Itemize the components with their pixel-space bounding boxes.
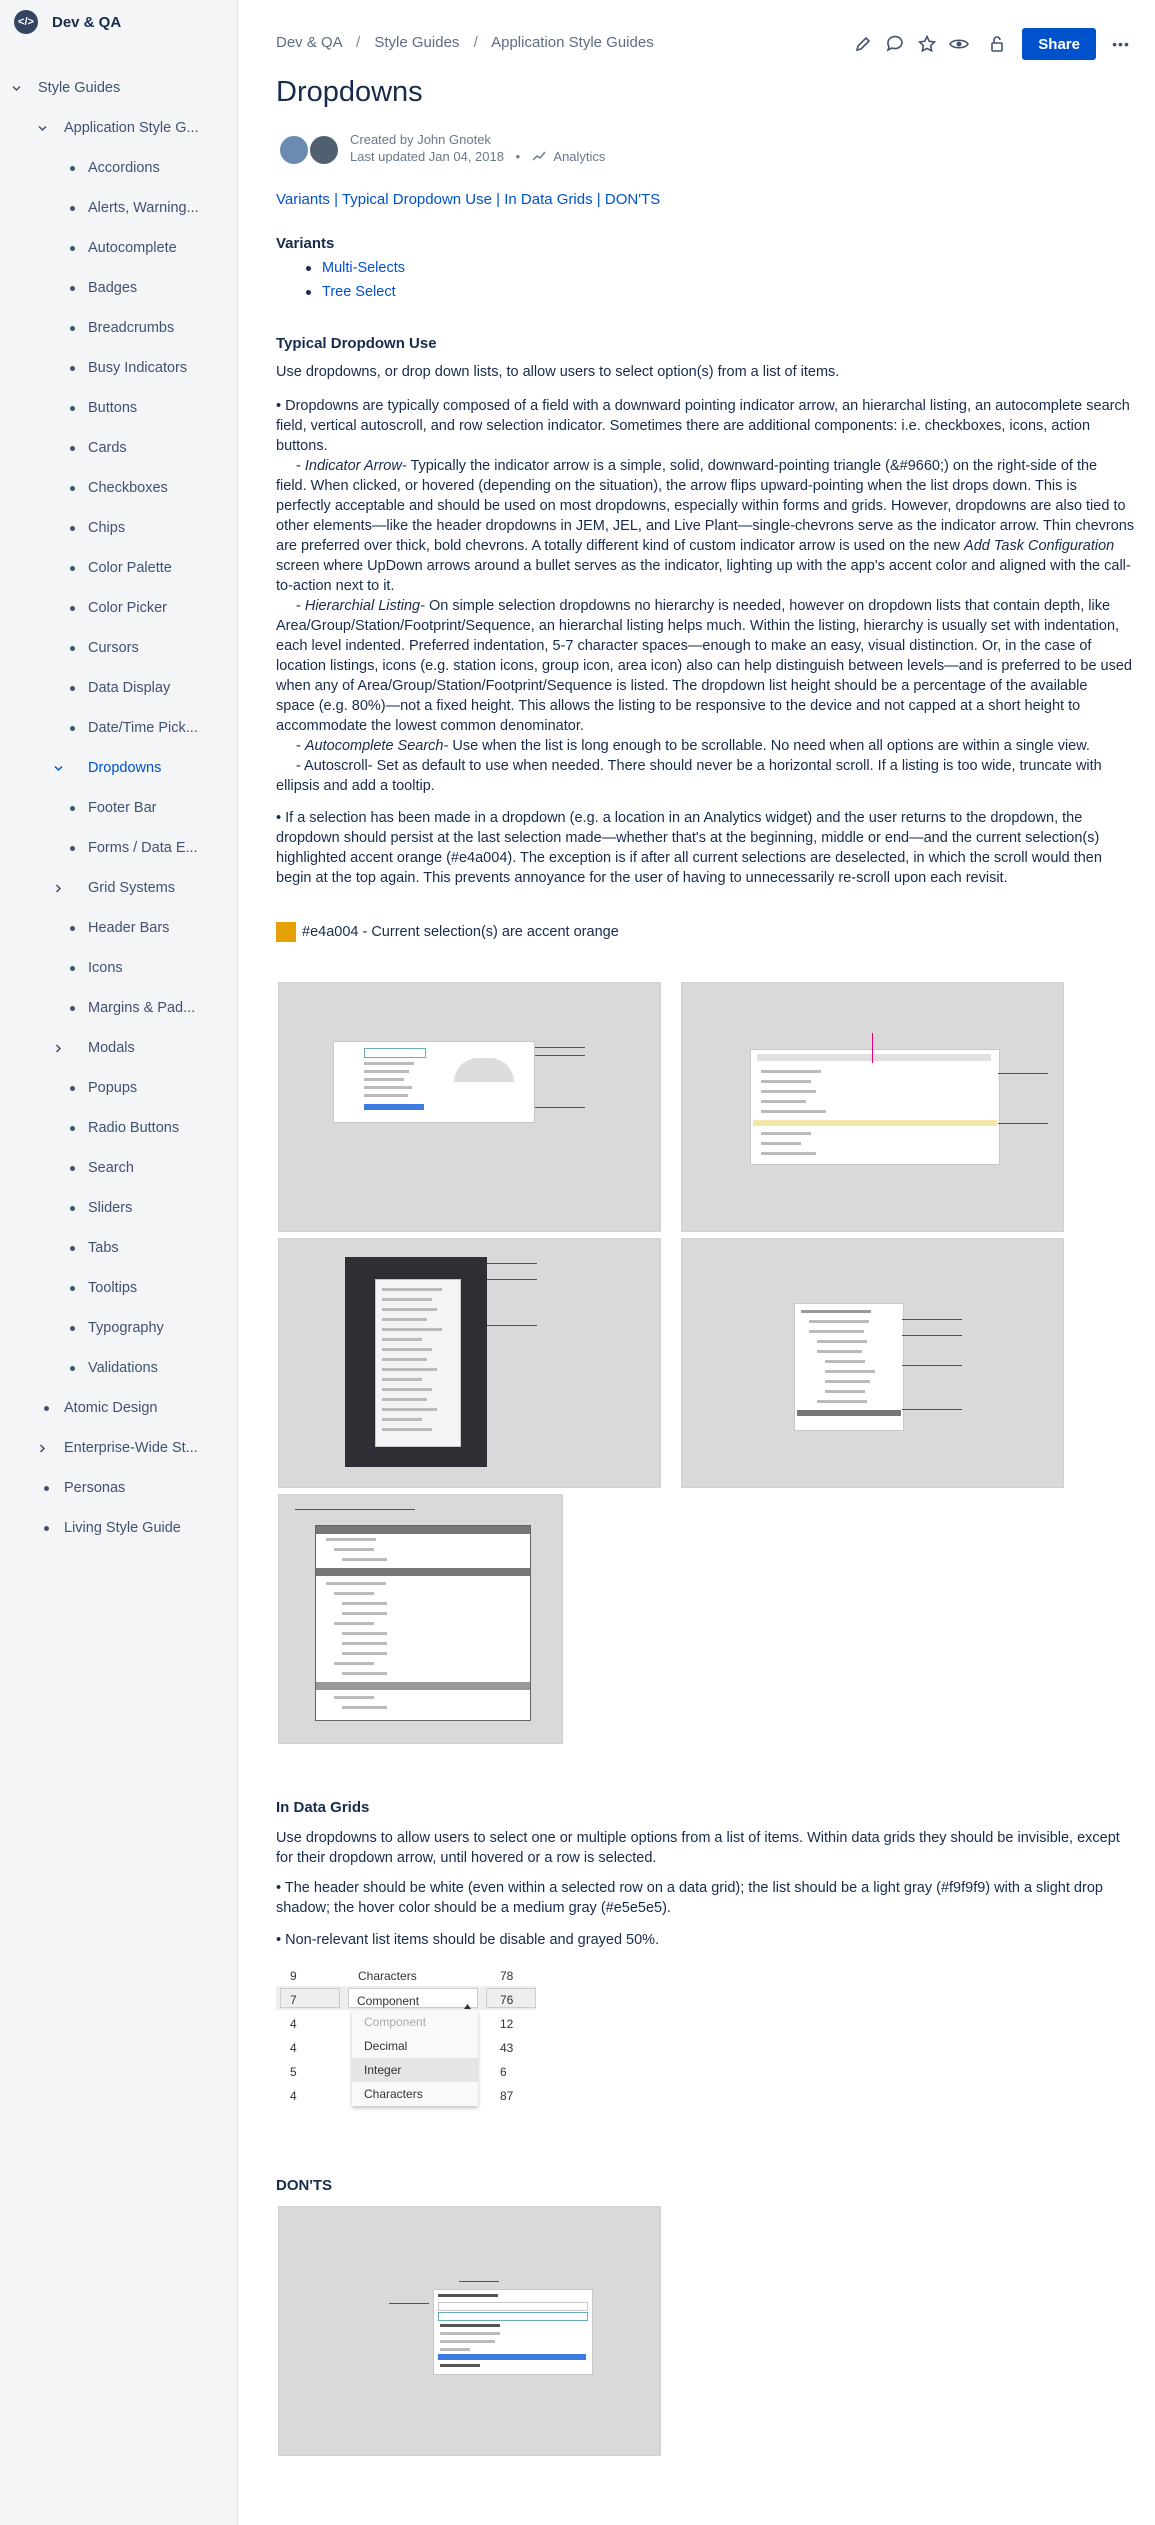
bullet-icon: [70, 286, 75, 291]
text-line: other elements—like the header dropdowns in JEM, JEL, and Live Plant—single-chevrons serve as the indicator arrow. Thin chevrons: [276, 518, 1135, 534]
text-line: perfectly acceptable and should be used on most dropdowns, especially within forms and grids. However, dropdowns are also tied to: [276, 498, 1126, 514]
data-grid-example: [276, 1962, 536, 2112]
toc-separator: |: [496, 191, 501, 208]
cell: 4: [290, 2017, 297, 2031]
bullet-icon: [70, 1206, 75, 1211]
sidebar-item[interactable]: [0, 838, 236, 858]
sidebar-item-label: Cards: [88, 440, 127, 456]
bullet-icon: [70, 446, 75, 451]
sidebar-item[interactable]: [0, 78, 236, 98]
table-of-contents: [276, 190, 660, 210]
text-line: buttons.: [276, 438, 328, 454]
breadcrumb-separator: /: [473, 34, 478, 51]
sidebar-item[interactable]: [0, 758, 236, 778]
term: Add Task Configuration: [964, 538, 1115, 554]
sidebar-item-label: Buttons: [88, 400, 138, 416]
text-line: field, vertical autoscroll, and row selection indicator. Sometimes there are additional components: i.e. checkboxes, icons, action: [276, 418, 1091, 434]
sidebar-item-label: Validations: [88, 1360, 158, 1376]
sidebar-item[interactable]: [0, 398, 236, 418]
cell: Characters: [358, 1969, 417, 1983]
cell: 9: [290, 1969, 297, 1983]
text-line: dropdown should persist at the last selection made—whether that's at the beginning, middle or end—and the current selection(s): [276, 830, 1100, 846]
bullet-icon: [70, 366, 75, 371]
cell: 6: [500, 2065, 507, 2079]
sidebar-item-label: Dropdowns: [88, 760, 162, 776]
sidebar-item-label: Cursors: [88, 640, 139, 656]
sidebar-item[interactable]: [0, 518, 236, 538]
typical-intro: Use dropdowns, or drop down lists, to allow users to select option(s) from a list of items.: [276, 364, 840, 380]
cell: 76: [500, 1993, 514, 2007]
bullet-icon: [44, 1406, 49, 1411]
dropdown-option[interactable]: Decimal: [364, 2039, 408, 2053]
text-line: ellipsis and add a tooltip.: [276, 778, 435, 794]
text-line: • If a selection has been made in a dropdown (e.g. a location in an Analytics widget) and the user returns to the dropdown, the: [276, 810, 1083, 826]
dropdown-option[interactable]: Characters: [364, 2087, 423, 2101]
sidebar-item-label: Color Palette: [88, 560, 172, 576]
sidebar-item-label: Tooltips: [88, 1280, 138, 1296]
cell: 78: [500, 1969, 514, 1983]
sidebar-item[interactable]: [0, 1158, 236, 1178]
text-line: shadow; the hover color should be a medium gray (#e5e5e5).: [276, 1900, 671, 1916]
sidebar-item-label: Tabs: [88, 1240, 119, 1256]
sidebar-item[interactable]: [0, 278, 236, 298]
sidebar-item-label: Application Style G...: [64, 120, 199, 136]
sidebar-item-label: Popups: [88, 1080, 138, 1096]
sidebar-item[interactable]: [0, 238, 236, 258]
chevron-right-icon[interactable]: [38, 1438, 46, 1446]
dash: -: [296, 598, 305, 614]
breadcrumb-parent[interactable]: Application Style Guides: [491, 34, 654, 51]
edit-pencil-icon[interactable]: [852, 33, 874, 55]
sidebar-item-label: Chips: [88, 520, 126, 536]
text-line: highlighted accent orange (#e4a004). The exception is if after all current selections are deselected, in which the scroll would then: [276, 850, 1102, 866]
sidebar-item-label: Header Bars: [88, 920, 170, 936]
text-line: to-action next to it.: [276, 578, 395, 594]
bullet-icon: [70, 526, 75, 531]
bullet-icon: [70, 726, 75, 731]
sidebar-item-label: Grid Systems: [88, 880, 176, 896]
bullet-icon: [70, 406, 75, 411]
chevron-right-icon[interactable]: [54, 1038, 62, 1046]
sidebar-item-label: Sliders: [88, 1200, 133, 1216]
text-line: each level indented. Preferred indentation, 5-7 character spaces—enough to make an easy, visual distinction. Or, in the case of: [276, 638, 1092, 654]
sidebar-item[interactable]: [0, 1318, 236, 1338]
sidebar-item-label: Style Guides: [38, 80, 121, 96]
sidebar-item-label: Search: [88, 1160, 134, 1176]
text-line: [276, 536, 1144, 556]
chevron-down-icon[interactable]: [38, 118, 46, 126]
grids-bullet-1: [276, 1878, 1144, 1918]
bullet-icon: [70, 566, 75, 571]
sidebar-item[interactable]: [0, 478, 236, 498]
bullet-icon: [70, 1246, 75, 1251]
text-line: begin at the top again. This prevents annoyance for the user of having to unnecessarily re-scroll upon each revisit.: [276, 870, 1008, 886]
sidebar-item[interactable]: [0, 958, 236, 978]
bullet-icon: [70, 1126, 75, 1131]
bullet-icon: [44, 1486, 49, 1491]
sidebar-item-label: Enterprise-Wide St...: [64, 1440, 198, 1456]
breadcrumb-space[interactable]: Dev & QA: [276, 34, 342, 51]
text-line: when any of Area/Group/Station/Footprint/Sequence is listed. The dropdown list height should be a percentage of the available: [276, 678, 1088, 694]
cell: 43: [500, 2041, 514, 2055]
sidebar-item[interactable]: [0, 918, 236, 938]
byline-dot: •: [515, 149, 521, 164]
autocomplete-line: [276, 736, 1144, 756]
accent-color-swatch: [276, 922, 296, 942]
toc-separator: |: [334, 191, 338, 208]
sidebar-item[interactable]: [0, 158, 236, 178]
text-line: for their dropdown arrow, until hovered or a row is selected.: [276, 1850, 657, 1866]
toc-grids-link[interactable]: In Data Grids: [504, 191, 593, 208]
text: On simple selection dropdowns no hierarchy is needed, however on dropdown lists that contain depth, like: [424, 598, 1111, 614]
cell: 87: [500, 2089, 514, 2103]
bullet-icon: [70, 326, 75, 331]
bullet-icon: [44, 1526, 49, 1531]
sidebar-item-label: Typography: [88, 1320, 164, 1336]
dropdown-example-image-5[interactable]: [278, 1494, 563, 1744]
sidebar-item[interactable]: [0, 878, 236, 898]
last-updated-text: Last updated Jan 04, 2018: [350, 149, 504, 164]
text-line: • The header should be white (even within a selected row on a data grid); the list should be a light gray (#f9f9f9) with a slight drop: [276, 1880, 1103, 1896]
sidebar-item[interactable]: [0, 318, 236, 338]
toc-donts-link[interactable]: DON'TS: [604, 191, 661, 208]
cell-frame: [280, 1988, 340, 2008]
dropdown-example-image-1[interactable]: [278, 982, 661, 1232]
term: Autocomplete Search-: [304, 738, 449, 754]
toc-variants-link[interactable]: Variants: [276, 191, 330, 208]
sidebar-item-label: Footer Bar: [88, 800, 157, 816]
sidebar-item-label: Badges: [88, 280, 138, 296]
dropdown-example-image-2[interactable]: [681, 982, 1064, 1232]
text-line: accommodate the lowest common denominator.: [276, 718, 584, 734]
indicator-arrow-line: [276, 456, 1144, 476]
chevron-right-icon[interactable]: [54, 878, 62, 886]
text-line: field. When clicked, or hovered (depending on the situation), the arrow flips upward-pointing when the list drops down. This is: [276, 478, 1077, 494]
sidebar-item-label: Accordions: [88, 160, 160, 176]
bullet-icon: [70, 806, 75, 811]
swatch-label: #e4a004 - Current selection(s) are accent orange: [302, 924, 619, 940]
breadcrumb: [276, 34, 654, 51]
sidebar-item[interactable]: [0, 1478, 236, 1498]
sidebar-item-label: Icons: [88, 960, 123, 976]
dropdown-example-image-3[interactable]: [278, 1238, 661, 1488]
dropdown-example-image-4[interactable]: [681, 1238, 1064, 1488]
toc-separator: |: [596, 191, 601, 208]
text-line: • Dropdowns are typically composed of a field with a downward pointing indicator arrow, an hierarchal listing, an autocomplete search: [276, 398, 1130, 414]
sidebar-item-label: Data Display: [88, 680, 171, 696]
sidebar-item[interactable]: [0, 1078, 236, 1098]
bullet-icon: [70, 1006, 75, 1011]
text-line: Area/Group/Station/Footprint/Sequence, an hierarchal listing helps much. Within the listing, hierarchy is usually set with indentation,: [276, 618, 1120, 634]
sidebar-item[interactable]: [0, 998, 236, 1018]
analytics-icon[interactable]: [532, 149, 550, 164]
sidebar-item-label: Autocomplete: [88, 240, 177, 256]
sidebar-item-label: Breadcrumbs: [88, 320, 175, 336]
text-line: Use dropdowns to allow users to select one or multiple options from a list of items. Within data grids they should be invisible, except: [276, 1830, 1120, 1846]
tree-select-link[interactable]: Tree Select: [322, 284, 396, 300]
sidebar-item[interactable]: [0, 1038, 236, 1058]
sidebar-item-label: Atomic Design: [64, 1400, 158, 1416]
sidebar-item[interactable]: [0, 1358, 236, 1378]
sidebar-item-label: Checkboxes: [88, 480, 168, 496]
sidebar-item-label: Forms / Data E...: [88, 840, 198, 856]
chevron-down-icon[interactable]: [54, 758, 62, 766]
space-header[interactable]: [0, 0, 237, 44]
breadcrumb-separator: /: [356, 34, 361, 51]
space-name[interactable]: Dev & QA: [52, 13, 122, 31]
bullet-icon: [70, 686, 75, 691]
sidebar-item[interactable]: [0, 1198, 236, 1218]
dash: -: [296, 738, 305, 754]
bullet-icon: [70, 646, 75, 651]
text: Use when the list is long enough to be scrollable. No need when all options are within a single view.: [448, 738, 1090, 754]
bullet-icon: [70, 846, 75, 851]
toc-typical-link[interactable]: Typical Dropdown Use: [341, 191, 492, 208]
analytics-link[interactable]: Analytics: [553, 149, 606, 164]
star-icon[interactable]: [916, 33, 938, 55]
bullet-icon: [70, 166, 75, 171]
bullet-icon: [70, 606, 75, 611]
sidebar-item[interactable]: [0, 1518, 236, 1538]
sidebar-item[interactable]: [0, 558, 236, 578]
cell: 4: [290, 2089, 297, 2103]
bullet-icon: [70, 486, 75, 491]
sidebar-item[interactable]: [0, 358, 236, 378]
dropdown-option-hover[interactable]: Integer: [352, 2058, 478, 2082]
bullet-icon: [70, 1366, 75, 1371]
bullet-icon: [70, 206, 75, 211]
text-line: screen where UpDown arrows around a bullet serves as the indicator, lighting up with the app's accent color and aligned with the call-: [276, 558, 1131, 574]
bullet-icon: [70, 926, 75, 931]
sidebar-item[interactable]: [0, 1438, 236, 1458]
list-item: [306, 282, 405, 306]
sidebar-item[interactable]: [0, 798, 236, 818]
table-row[interactable]: [276, 1962, 536, 1986]
sidebar-item[interactable]: [0, 1238, 236, 1258]
sidebar-item[interactable]: [0, 438, 236, 458]
page-byline: [276, 132, 876, 172]
grid-dropdown-header[interactable]: [348, 1988, 478, 2008]
text-line: space (e.g. 80%)—not a fixed height. This allows the listing to be responsive to the device and not capped at a short height to: [276, 698, 1081, 714]
cell: 12: [500, 2017, 514, 2031]
sidebar-item[interactable]: [0, 678, 236, 698]
sidebar-item[interactable]: [0, 198, 236, 218]
term: Hierarchial Listing-: [304, 598, 425, 614]
sidebar-item-label: Color Picker: [88, 600, 167, 616]
cell: 7: [290, 1993, 297, 2007]
sidebar-item-label: Modals: [88, 1040, 135, 1056]
page-toolbar: [842, 28, 1132, 60]
more-actions-icon[interactable]: •••: [1112, 36, 1130, 52]
bullet-icon: [70, 246, 75, 251]
typical-heading: Typical Dropdown Use: [276, 335, 437, 352]
author-avatar[interactable]: [278, 134, 310, 166]
text-line: location listings, icons (e.g. station icons, group icon, area icon) also can help distinguish between levels—and is preferred to be used: [276, 658, 1132, 674]
list-item: [306, 258, 405, 282]
sidebar-item[interactable]: [0, 1278, 236, 1298]
share-button[interactable]: Share: [1022, 28, 1096, 60]
grids-bullet-2: • Non-relevant list items should be disable and grayed 50%.: [276, 1932, 660, 1948]
multi-selects-link[interactable]: Multi-Selects: [322, 260, 405, 276]
watch-eye-icon[interactable]: [948, 33, 970, 55]
contributor-avatar[interactable]: [308, 134, 340, 166]
bullet-icon: [70, 966, 75, 971]
sidebar-item[interactable]: [0, 1398, 236, 1418]
breadcrumb-style-guides[interactable]: Style Guides: [374, 34, 460, 51]
grid-dropdown-list: [352, 2010, 478, 2106]
table-row-selected[interactable]: [276, 1986, 536, 2010]
sidebar-item-label: Personas: [64, 1480, 126, 1496]
grids-body: [276, 1828, 1144, 1868]
text: are preferred over thick, bold chevrons. A totally different kind of custom indicator arrow is used on the new: [276, 538, 965, 554]
comment-icon[interactable]: [884, 33, 906, 55]
main-content: [276, 0, 1146, 2194]
dropdown-value: Component: [357, 1994, 420, 2008]
dropdown-option-disabled: Component: [364, 2015, 427, 2029]
space-logo-icon: </>: [14, 10, 38, 34]
chevron-down-icon[interactable]: [12, 78, 20, 86]
text-line: - Autoscroll- Set as default to use when needed. There should never be a horizontal scroll. If a listing is too wide, truncate with: [296, 758, 1102, 774]
sidebar-item-label: Alerts, Warning...: [88, 200, 199, 216]
dash: -: [296, 458, 305, 474]
restrictions-lock-icon[interactable]: [986, 33, 1008, 55]
hierarchial-listing-line: [276, 596, 1144, 616]
sidebar-item-label: Busy Indicators: [88, 360, 188, 376]
typical-body: [276, 396, 1144, 796]
cell: 5: [290, 2065, 297, 2079]
sidebar-item[interactable]: [0, 598, 236, 618]
page-title: Dropdowns: [276, 76, 423, 108]
sidebar-item[interactable]: [0, 118, 236, 138]
sidebar-item-label: Margins & Pad...: [88, 1000, 196, 1016]
grids-heading: In Data Grids: [276, 1799, 370, 1816]
text: Typically the indicator arrow is a simple, solid, downward-pointing triangle (&#9660;) on the right-side of the: [406, 458, 1098, 474]
bullet-icon: [70, 1286, 75, 1291]
donts-heading: DON'TS: [276, 2177, 333, 2194]
last-updated: [350, 149, 605, 164]
created-by: Created by John Gnotek: [350, 132, 491, 147]
term: Indicator Arrow-: [304, 458, 407, 474]
sidebar-item-label: Living Style Guide: [64, 1520, 181, 1536]
persist-paragraph: [276, 808, 1144, 888]
donts-example-image[interactable]: [278, 2206, 661, 2456]
variants-heading: Variants: [276, 235, 335, 252]
bullet-icon: [70, 1086, 75, 1091]
variants-list: [306, 258, 405, 306]
sidebar-item[interactable]: [0, 638, 236, 658]
bullet-icon: [70, 1326, 75, 1331]
sidebar: [0, 0, 238, 2525]
sidebar-item[interactable]: [0, 718, 236, 738]
cell: 4: [290, 2041, 297, 2055]
sidebar-item[interactable]: [0, 1118, 236, 1138]
bullet-icon: [70, 1166, 75, 1171]
sidebar-item-label: Date/Time Pick...: [88, 720, 198, 736]
sidebar-item-label: Radio Buttons: [88, 1120, 180, 1136]
